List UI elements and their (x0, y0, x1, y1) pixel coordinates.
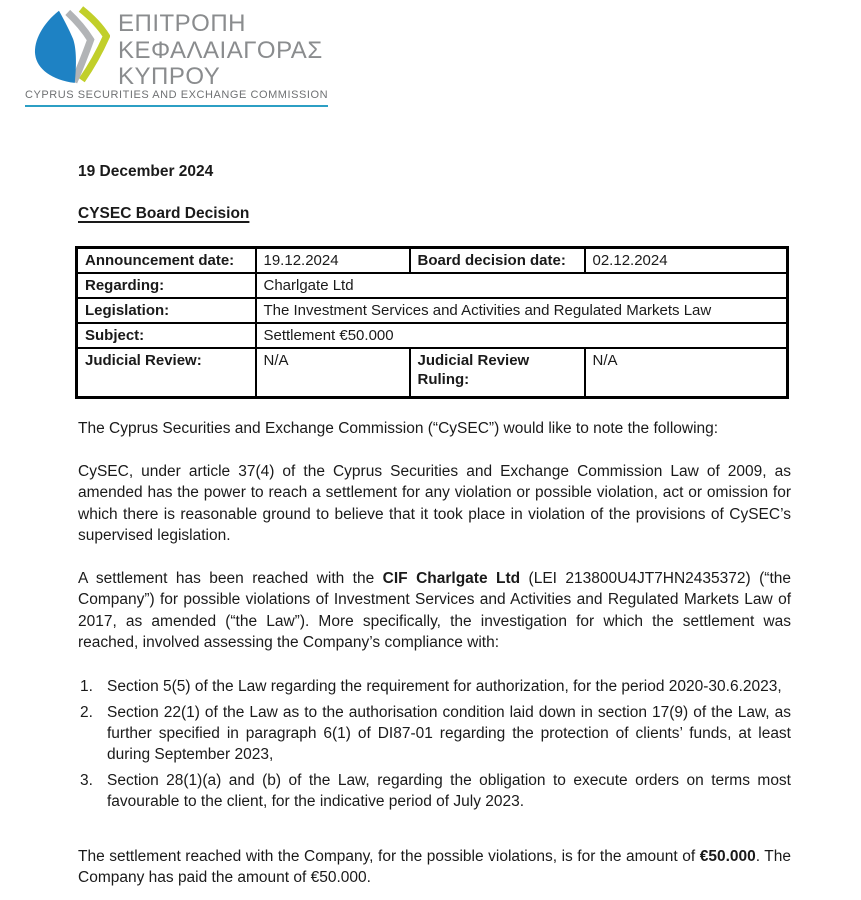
judicial-review-ruling-value: N/A (585, 348, 788, 397)
logo-greek-title (118, 11, 323, 91)
judicial-review-ruling-label: Judicial Review Ruling: (410, 348, 585, 397)
list-item (80, 676, 791, 697)
document-date: 19 December 2024 (78, 163, 214, 180)
paragraph-text: A settlement has been reached with the (78, 570, 383, 587)
logo-greek-line: ΚΥΠΡΟΥ (118, 63, 221, 90)
list-item-number: 2. (80, 703, 93, 721)
violations-list (80, 676, 791, 817)
paragraph-settlement-power: CySEC, under article 37(4) of the Cyprus Securities and Exchange Commission Law of 2009, as amended has the power to reach a settlement for any violation or possible violation, act or omission for which there is reasonable ground to believe that it took place in violation of the provisions of CySEC’s supervised legislation. (78, 463, 791, 545)
list-item-text: Section 28(1)(a) and (b) of the Law, regarding the obligation to execute orders on terms most favourable to the client, for the indicative period of July 2023. (107, 771, 791, 811)
logo-greek-line: ΚΕΦΑΛΑΙΑΓΟΡΑΣ (118, 36, 323, 64)
document-title: CYSEC Board Decision (78, 205, 250, 222)
judicial-review-label: Judicial Review: (77, 348, 256, 397)
legislation-label: Legislation: (77, 298, 256, 323)
regarding-value: Charlgate Ltd (256, 273, 788, 298)
paragraph-settlement-reached (78, 568, 791, 654)
list-item (80, 702, 791, 766)
regarding-label: Regarding: (77, 273, 256, 298)
settlement-amount-bold: €50.000 (699, 848, 756, 865)
list-item-number: 1. (80, 678, 93, 695)
list-item-text: Section 5(5) of the Law regarding the requirement for authorization, for the period 2020-30.6.2023, (107, 678, 782, 695)
paragraph-text: The settlement reached with the Company, for the possible violations, is for the amount of (78, 848, 700, 865)
paragraph-closing (78, 846, 791, 889)
decision-details-table (75, 246, 789, 399)
board-decision-date-value: 02.12.2024 (585, 248, 788, 274)
cysec-logo-icon (22, 6, 110, 92)
list-item-text: Section 22(1) of the Law as to the authorisation condition laid down in section 17(9) of the Law, as further specified in paragraph 6(1) of DI87-01 regarding the protection of clients’ funds, at least during September 2023, (107, 703, 791, 764)
logo-english-caption: CYPRUS SECURITIES AND EXCHANGE COMMISSION (25, 89, 328, 107)
paragraph-text: (LEI 213800U4JT7HN2435372) (“the Company”) for possible violations of Investment Services and Activities and Regulated Markets Law of 2017, as amended (“the Law”). More specifically, the investigation for which the settlement was reached, involved assessing the Company’s compliance with: (78, 570, 791, 652)
table-row-subject (77, 323, 788, 348)
judicial-review-value: N/A (256, 348, 410, 397)
table-row-legislation (77, 298, 788, 323)
logo-greek-line: ΕΠΙΤΡΟΠΗ (118, 10, 247, 37)
announcement-date-label: Announcement date: (77, 248, 256, 274)
legislation-value: The Investment Services and Activities and Regulated Markets Law (256, 298, 788, 323)
table-row-judicial-review (77, 348, 788, 397)
subject-label: Subject: (77, 323, 256, 348)
table-row-announcement (77, 248, 788, 274)
paragraph-intro: The Cyprus Securities and Exchange Commission (“CySEC”) would like to note the following: (78, 420, 719, 437)
subject-value: Settlement €50.000 (256, 323, 788, 348)
company-name-bold: CIF Charlgate Ltd (382, 570, 521, 587)
announcement-date-value: 19.12.2024 (256, 248, 410, 274)
paragraph-text: . The Company has paid the amount of €50.000. (78, 848, 792, 887)
table-row-regarding (77, 273, 788, 298)
list-item-number: 3. (80, 771, 93, 789)
list-item (80, 770, 791, 812)
board-decision-date-label: Board decision date: (410, 248, 585, 274)
